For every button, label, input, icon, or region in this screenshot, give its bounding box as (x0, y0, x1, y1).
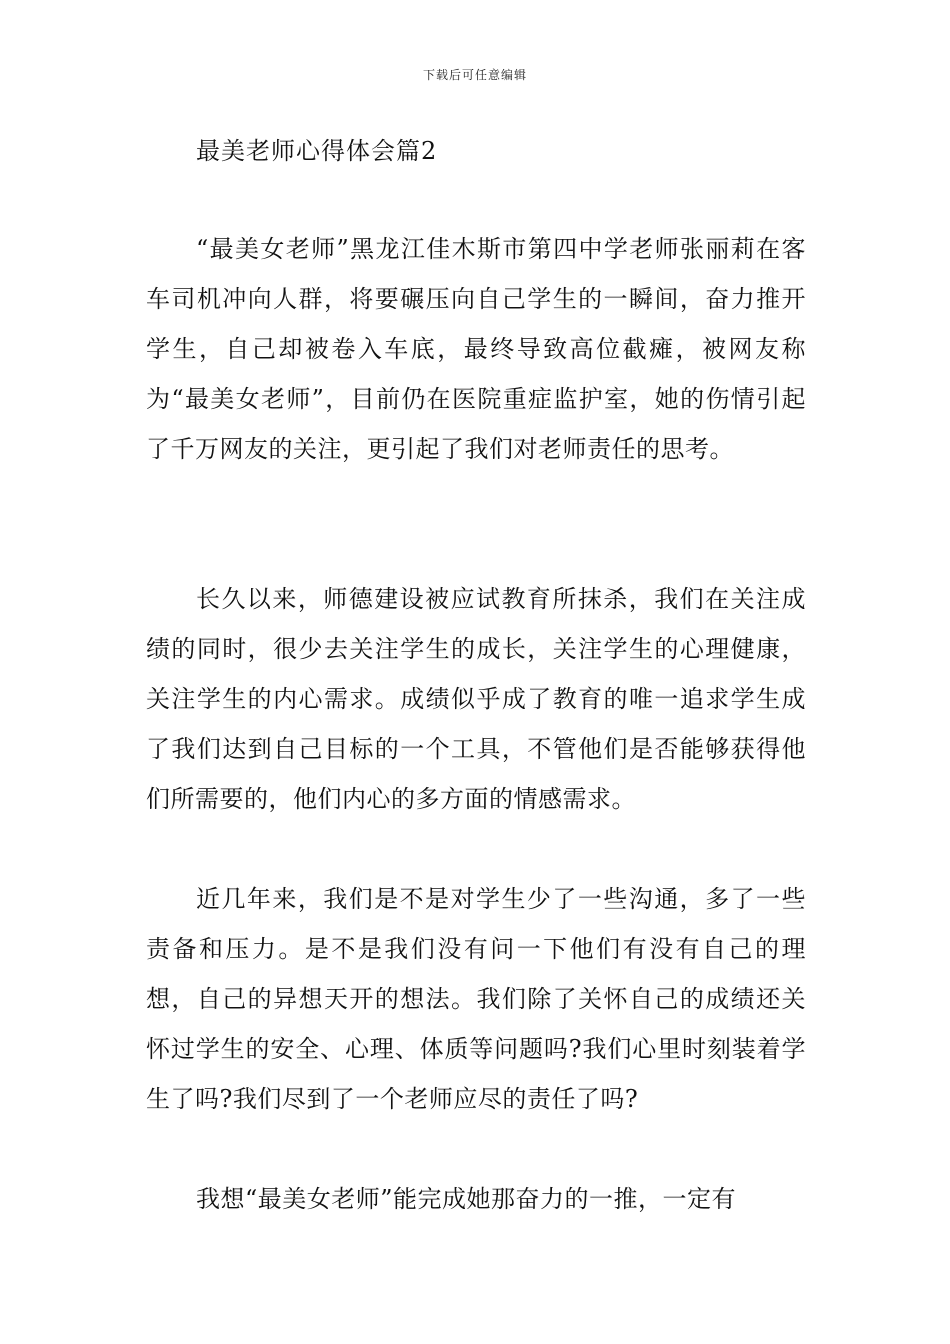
paragraph-4: 我想“最美女老师”能完成她那奋力的一推，一定有 (196, 1185, 737, 1213)
paragraph-2: 长久以来，师德建设被应试教育所抹杀，我们在关注成绩的同时，很少去关注学生的成长，关注学生的心理健康，关注学生的内心需求。成绩似乎成了教育的唯一追求学生成了我们达到自己目标的一个工具，不管他们是否能够获得他们所需要的，他们内心的多方面的情感需求。 (146, 585, 806, 813)
document-title: 最美老师心得体会篇2 (196, 137, 438, 165)
header-note: 下载后可任意编辑 (422, 68, 527, 82)
paragraph-1: “最美女老师”黑龙江佳木斯市第四中学老师张丽莉在客车司机冲向人群，将要碾压向自己学生的一瞬间，奋力推开学生，自己却被卷入车底，最终导致高位截瘫，被网友称为“最美女老师”，目前仍在医院重症监护室，她的伤情引起了千万网友的关注，更引起了我们对老师责任的思考。 (146, 235, 806, 463)
paragraph-3: 近几年来，我们是不是对学生少了一些沟通，多了一些责备和压力。是不是我们没有问一下他们有没有自己的理想，自己的异想天开的想法。我们除了关怀自己的成绩还关怀过学生的安全、心理、体质等问题吗?我们心里时刻装着学生了吗?我们尽到了一个老师应尽的责任了吗? (146, 885, 806, 1113)
